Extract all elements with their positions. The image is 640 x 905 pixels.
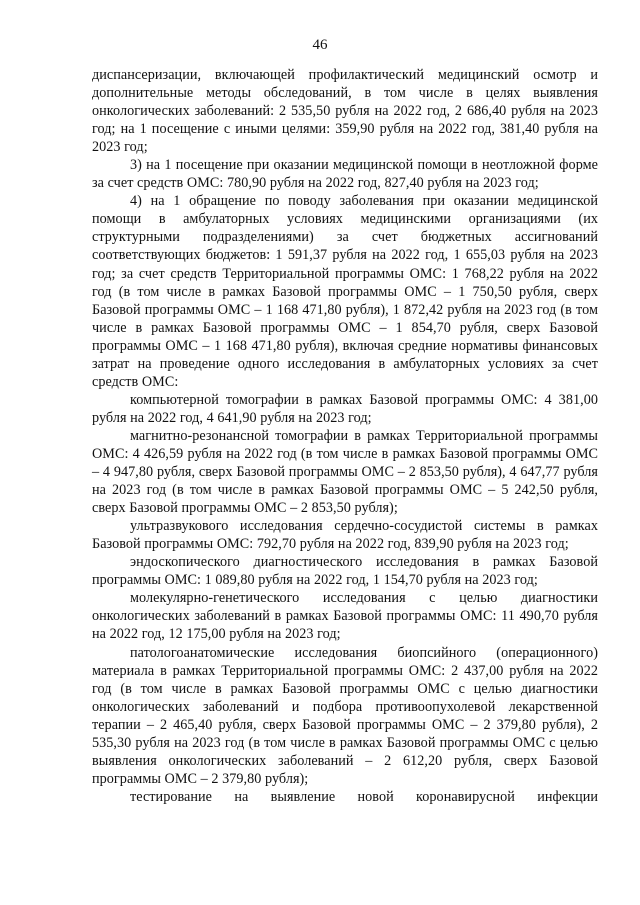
paragraph-computed-tomography: компьютерной томографии в рамках Базовой программы ОМС: 4 381,00 рубля на 2022 год, 4 641,90 рубля на 2023 год; xyxy=(92,391,598,426)
paragraph-endoscopy: эндоскопического диагностического исследования в рамках Базовой программы ОМС: 1 089,80 рубля на 2022 год, 1 154,70 рубля на 2023 год; xyxy=(92,554,598,589)
paragraph-ultrasound: ультразвукового исследования сердечно-сосудистой системы в рамках Базовой программы ОМС: 792,70 рубля на 2022 год, 839,90 рубля на 2023 год; xyxy=(92,518,598,553)
paragraph-molecular-genetic: молекулярно-генетического исследования с целью диагностики онкологических заболеваний в рамках Базовой программы ОМС: 11 490,70 рубля на 2022 год, 12 175,00 рубля на 2023 год; xyxy=(92,590,598,643)
paragraph-covid-testing: тестирование на выявление новой коронавирусной инфекции xyxy=(130,788,598,805)
paragraph-urgent-care: 3) на 1 посещение при оказании медицинской помощи в неотложной форме за счет средств ОМС: 780,90 рубля на 2022 год, 827,40 рубля на 2023 год; xyxy=(92,157,598,192)
paragraph-outpatient-treatment: 4) на 1 обращение по поводу заболевания при оказании медицинской помощи в амбулаторных условиях медицинскими организациями (их структурными подразделениями) за счет бюджетных ассигнований соответствующих бюджетов: 1 591,37 рубля на 2022 год, 1 655,03 рубля на 2023 год; за счет средств Территориальной программы ОМС: 1 768,22 рубля на 2022 год (в том числе в рамках Базовой программы ОМС – 1 750,50 рубля, сверх Базовой программы ОМС – 1 168 471,80 рубля), 1 872,42 рубля на 2023 год (в том числе в рамках Базовой программы ОМС – 1 854,70 рубля, сверх Базовой программы ОМС – 1 168 471,80 рубля), включая средние нормативы финансовых затрат на проведение одного исследования в амбулаторных условиях за счет средств ОМС: xyxy=(92,193,598,390)
page-number: 46 xyxy=(312,37,328,53)
paragraph-mri: магнитно-резонансной томографии в рамках Территориальной программы ОМС: 4 426,59 рубля на 2022 год (в том числе в рамках Базовой программы ОМС – 4 947,80 рубля, сверх Базовой программы ОМС – 2 853,50 рубля), 4 647,77 рубля на 2023 год (в том числе в рамках Базовой программы ОМС – 5 242,50 рубля, сверх Базовой программы ОМС – 2 853,50 рубля); xyxy=(92,427,598,517)
document-body xyxy=(92,66,598,806)
paragraph-pathology: патологоанатомические исследования биопсийного (операционного) материала в рамках Территориальной программы ОМС: 2 437,00 рубля на 2022 год (в том числе в рамках Базовой программы ОМС с целью диагностики онкологических заболеваний и подбора противоопухолевой лекарственной терапии – 2 465,40 рубля, сверх Базовой программы ОМС – 2 379,80 рубля), 2 535,30 рубля на 2023 год (в том числе в рамках Базовой программы ОМС с целью выявления онкологических заболеваний – 2 612,20 рубля, сверх Базовой программы ОМС – 2 379,80 рубля); xyxy=(92,644,598,787)
paragraph-dispanserization: диспансеризации, включающей профилактический медицинский осмотр и дополнительные методы обследований, в том числе в целях выявления онкологических заболеваний: 2 535,50 рубля на 2022 год, 2 686,40 рубля на 2023 год; на 1 посещение с иными целями: 359,90 рубля на 2022 год, 381,40 рубля на 2023 год; xyxy=(92,67,598,156)
